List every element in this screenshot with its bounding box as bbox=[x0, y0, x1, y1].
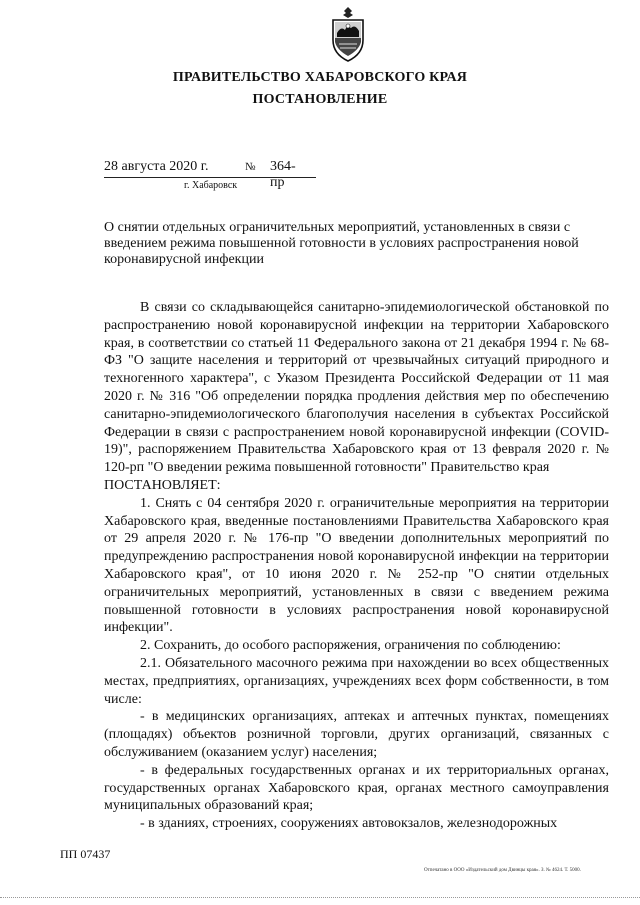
scan-edge-artifact bbox=[0, 897, 640, 899]
document-code: ПП 07437 bbox=[60, 847, 111, 861]
document-type-title: ПОСТАНОВЛЕНИЕ bbox=[252, 92, 388, 107]
document-subject: О снятии отдельных ограничительных мероприятий, установленных в связи с введением режима повышенной готовности в условиях распространения новой коронавирусной инфекции bbox=[104, 220, 579, 267]
document-number: 364-пр bbox=[270, 159, 296, 190]
paragraph-bullet-transport: - в зданиях, строениях, сооружениях автовокзалов, железнодорожных bbox=[140, 816, 558, 832]
document-date: 28 августа 2020 г. bbox=[104, 159, 209, 174]
coat-of-arms-emblem bbox=[329, 6, 367, 62]
paragraph-item-2-1: 2.1. Обязательного масочного режима при нахождении во всех общественных местах, предприятиях, организациях, учреждениях всех форм собственности, в том числе: bbox=[104, 655, 609, 707]
date-underline bbox=[104, 177, 316, 178]
document-body bbox=[104, 299, 609, 833]
number-sign: № bbox=[245, 161, 256, 173]
printer-note: Отпечатано в ООО «Издательский дом Двинцы края». З. № 4624. Т. 5000. bbox=[424, 868, 581, 873]
paragraph-item-1: 1. Снять с 04 сентября 2020 г. ограничительные мероприятия на территории Хабаровского края, введенные постановлениями Правительства Хабаровского края от 29 апреля 2020 г. № 176-пр "О введении дополнительных мероприятий по предупреждению распространения новой коронавирусной инфекции на территории Хабаровского края", от 10 июня 2020 г. № 252-пр "О снятии отдельных ограничительных мероприятий, установленных в связи с введением режима повышенной готовности в условиях распространения новой коронавирусной инфекции". bbox=[104, 495, 609, 636]
paragraph-resolves: ПОСТАНОВЛЯЕТ: bbox=[104, 477, 221, 493]
paragraph-bullet-medical: - в медицинских организациях, аптеках и аптечных пунктах, помещениях (площадях) объектов розничной торговли, других организаций, связанных с обслуживанием (оказанием услуг) населения; bbox=[104, 709, 609, 760]
paragraph-preamble: В связи со складывающейся санитарно-эпидемиологической обстановкой по распространению новой коронавирусной инфекции на территории Хабаровского края, в соответствии со статьей 11 Федерального закона от 21 декабря 1994 г. № 68-ФЗ "О защите населения и территорий от чрезвычайных ситуаций природного и техногенного характера", с Указом Президента Российской Федерации от 11 мая 2020 г. № 316 "Об определении порядка продления действия мер по обеспечению санитарно-эпидемиологического благополучия населения в субъектах Российской Федерации в связи с распространением новой коронавирусной инфекции (COVID-19)", распоряжением Правительства Хабаровского края от 13 февраля 2020 г. № 120-рп "О введении режима повышенной готовности" Правительство края bbox=[104, 300, 609, 476]
paragraph-item-2: 2. Сохранить, до особого распоряжения, ограничения по соблюдению: bbox=[140, 638, 561, 654]
government-title: ПРАВИТЕЛЬСТВО ХАБАРОВСКОГО КРАЯ bbox=[172, 70, 468, 85]
paragraph-bullet-government: - в федеральных государственных органах и их территориальных органах, государственных органах Хабаровского края, органах местного самоуправления муниципальных образований края; bbox=[104, 762, 609, 814]
document-city: г. Хабаровск bbox=[184, 180, 238, 191]
